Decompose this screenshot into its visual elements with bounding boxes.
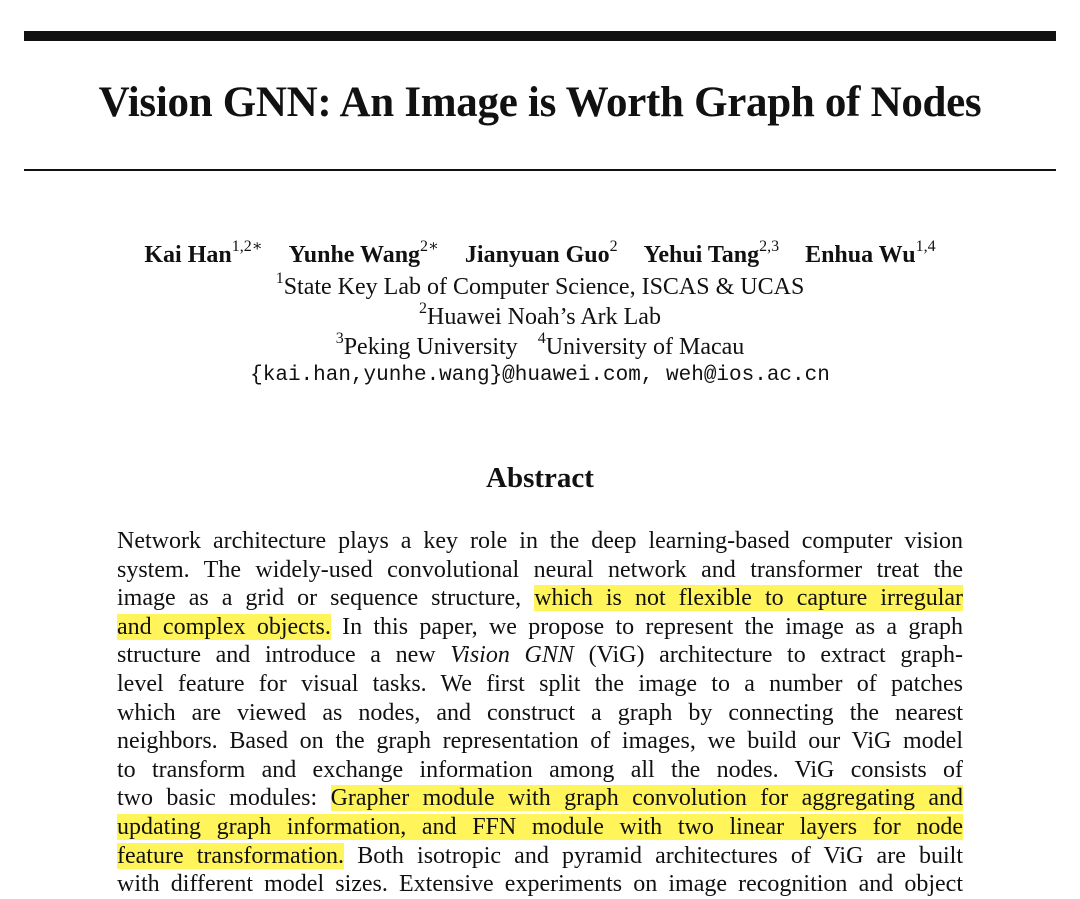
affiliation-mark: 1 [275, 270, 284, 287]
emphasized-text: Vision GNN [450, 642, 574, 669]
abstract-line [117, 842, 963, 871]
abstract-text: image as a grid or sequence structure, [117, 585, 535, 612]
abstract-text: Both isotropic and pyramid architectures of ViG are built [344, 842, 964, 869]
abstract-line [117, 613, 963, 642]
abstract-text: two basic modules: [117, 785, 331, 812]
author-name: Yunhe Wang [288, 242, 421, 268]
affiliation-text: State Key Lab of Computer Science, ISCAS & UCAS [283, 274, 805, 300]
author-marks: 1,4 [915, 238, 936, 255]
affiliation-mark: 2 [419, 300, 428, 317]
abstract-line [117, 699, 963, 728]
author-name: Enhua Wu [805, 242, 916, 268]
author-emails: {kai.han,yunhe.wang}@huawei.com, weh@ios.ac.cn [250, 364, 830, 387]
author-marks: 2∗ [420, 238, 439, 255]
highlighted-text: feature transformation. [117, 842, 345, 869]
title-bottom-rule [24, 169, 1056, 171]
highlighted-text: updating graph information, and FFN module with two linear layers for node [117, 813, 963, 840]
affiliation-line [0, 302, 1080, 331]
abstract-text: level feature for visual tasks. We first split the image to a number of patches [117, 670, 963, 697]
abstract-line [117, 641, 963, 670]
author-list [0, 238, 1080, 269]
affiliation-text: Huawei Noah’s Ark Lab [427, 304, 661, 330]
affiliation-text: Peking University [343, 334, 518, 360]
paper-title: Vision GNN: An Image is Worth Graph of Nodes [98, 79, 982, 126]
abstract-text: neighbors. Based on the graph representation of images, we build our ViG model [117, 728, 963, 755]
top-rule [24, 31, 1056, 41]
abstract-line [117, 870, 963, 899]
author [805, 240, 936, 269]
author-name: Yehui Tang [643, 242, 760, 268]
abstract-line [117, 670, 963, 699]
author [144, 238, 262, 269]
author-name: Kai Han [144, 242, 232, 268]
abstract-line [117, 756, 963, 785]
abstract-body [117, 527, 963, 899]
affiliation-line [0, 272, 1080, 301]
abstract-text: system. The widely-used convolutional neural network and transformer treat the [117, 556, 963, 583]
author-name: Jianyuan Guo [464, 242, 610, 268]
abstract-line [117, 727, 963, 756]
abstract-line [117, 584, 963, 613]
abstract-text: to transform and exchange information among all the nodes. ViG consists of [117, 756, 963, 783]
author-marks: 1,2∗ [231, 238, 263, 255]
highlighted-text: which is not flexible to capture irregular [534, 585, 963, 612]
abstract-line [117, 784, 963, 813]
affiliation-mark: 4 [537, 330, 546, 347]
abstract-text: which are viewed as nodes, and construct a graph by connecting the nearest [117, 699, 963, 726]
abstract-text: In this paper, we propose to represent the image as a graph [330, 613, 963, 640]
author-marks: 2 [609, 238, 618, 255]
affiliation-mark: 3 [335, 330, 344, 347]
affiliation-text: University of Macau [545, 334, 745, 360]
abstract-line [117, 813, 963, 842]
highlighted-text: Grapher module with graph convolution for aggregating and [330, 785, 964, 812]
abstract-line [117, 527, 963, 556]
author [465, 240, 618, 269]
abstract-text: with different model sizes. Extensive experiments on image recognition and object [117, 871, 963, 898]
author [289, 238, 439, 269]
affiliation-line [0, 332, 1080, 361]
author-marks: 2,3 [759, 238, 780, 255]
abstract-text: structure and introduce a new [117, 642, 451, 669]
abstract-text: (ViG) architecture to extract graph- [573, 642, 964, 669]
highlighted-text: and complex objects. [117, 613, 331, 640]
abstract-text: Network architecture plays a key role in the deep learning-based computer vision [117, 528, 963, 554]
author [644, 240, 779, 269]
abstract-heading: Abstract [486, 462, 594, 494]
abstract-line [117, 556, 963, 585]
